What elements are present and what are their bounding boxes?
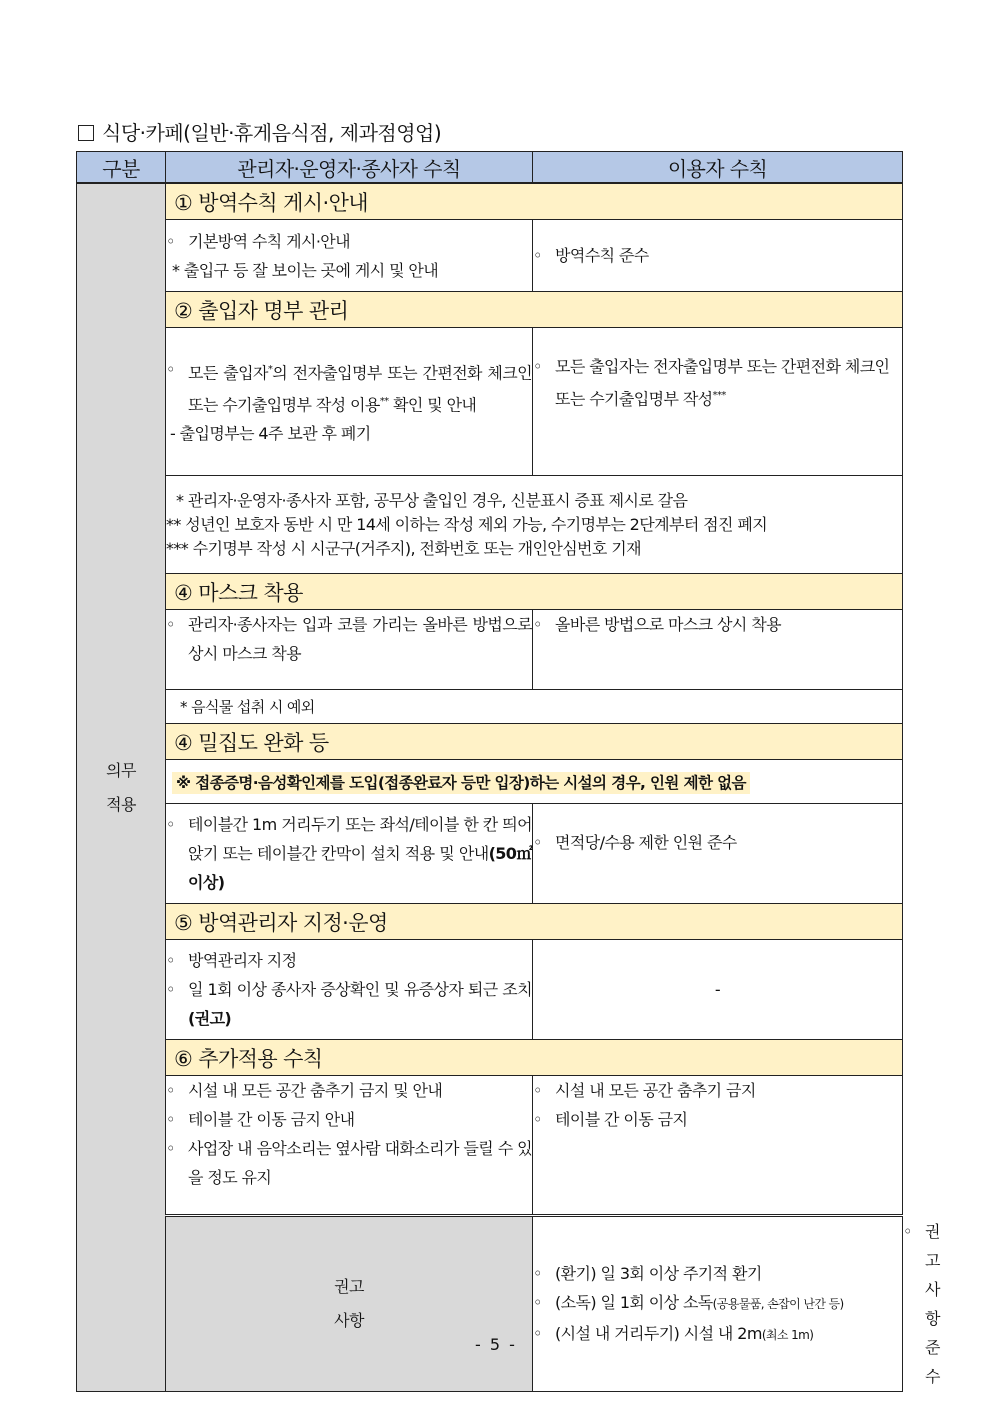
rules-table bbox=[76, 151, 940, 1392]
section-2-notes: * 관리자·운영자·종사자 포함, 공무상 출입인 경우, 신분표시 증표 제시로 갈음 ** 성년인 보호자 동반 시 만 14세 이하는 작성 제외 가능, 수기명부는 2단계부터 점진 폐지 *** 수기명부 작성 시 시군구(거주지), 전화번호 또는 개인안심번호 기재 bbox=[166, 476, 903, 574]
header-operator: 관리자·운영자·종사자 수칙 bbox=[166, 152, 533, 184]
section-5-title-row bbox=[77, 904, 903, 940]
section-2-title-row bbox=[77, 292, 903, 328]
section-4-highlight-row bbox=[77, 760, 903, 804]
recommend-row: 권고 사항 ◦ (환기) 일 3회 이상 주기적 환기 ◦ (소독) 일 1회 이상 소독(공용물품, 손잡이 난간 등) ◦ (시설 내 거리두기) 시설 내 2m(최소 1m) ◦ 권고사항 준수 bbox=[77, 1216, 903, 1392]
section-5-operator: ◦ 방역관리자 지정 ◦ 일 1회 이상 종사자 증상확인 및 유증상자 퇴근 조치(권고) bbox=[166, 940, 533, 1040]
section-3-note: * 음식물 섭취 시 예외 bbox=[166, 690, 903, 724]
table-header-row bbox=[77, 152, 903, 184]
section-3-title: ④ 마스크 착용 bbox=[166, 574, 903, 610]
section-4-user: ◦ 면적당/수용 제한 인원 준수 bbox=[533, 804, 903, 904]
section-6-title: ⑥ 추가적용 수칙 bbox=[166, 1040, 903, 1076]
section-6-operator: ◦ 시설 내 모든 공간 춤추기 금지 및 안내 ◦ 테이블 간 이동 금지 안내 ◦ 사업장 내 음악소리는 옆사람 대화소리가 들릴 수 있을 정도 유지 bbox=[166, 1076, 533, 1216]
category-required: 의무 적용 bbox=[77, 183, 166, 1392]
page-number: - 5 - bbox=[475, 1335, 517, 1354]
section-1-row bbox=[77, 220, 903, 292]
section-2-notes-row bbox=[77, 476, 903, 574]
section-1-title-row bbox=[77, 183, 903, 220]
section-6-row bbox=[77, 1076, 903, 1216]
section-5-title: ⑤ 방역관리자 지정·운영 bbox=[166, 904, 903, 940]
section-2-row bbox=[77, 328, 903, 476]
section-3-note-row bbox=[77, 690, 903, 724]
page-title bbox=[78, 117, 441, 146]
section-2-user: ◦ 모든 출입자는 전자출입명부 또는 간편전화 체크인 또는 수기출입명부 작성*** bbox=[533, 328, 903, 476]
section-2-title: ② 출입자 명부 관리 bbox=[166, 292, 903, 328]
section-1-user: ◦ 방역수칙 준수 bbox=[533, 220, 903, 292]
section-4-row bbox=[77, 804, 903, 904]
section-1-title: ① 방역수칙 게시·안내 bbox=[166, 183, 903, 220]
section-3-row bbox=[77, 610, 903, 690]
recommend-operator: ◦ (환기) 일 3회 이상 주기적 환기 ◦ (소독) 일 1회 이상 소독(공용물품, 손잡이 난간 등) ◦ (시설 내 거리두기) 시설 내 2m(최소 1m) bbox=[533, 1216, 903, 1392]
category-recommend: 권고 사항 bbox=[166, 1216, 533, 1392]
section-5-row bbox=[77, 940, 903, 1040]
section-3-user: ◦ 올바른 방법으로 마스크 상시 착용 bbox=[533, 610, 903, 690]
header-category: 구분 bbox=[77, 152, 166, 184]
section-6-title-row bbox=[77, 1040, 903, 1076]
header-user: 이용자 수칙 bbox=[533, 152, 903, 184]
section-3-operator: ◦ 관리자·종사자는 입과 코를 가리는 올바른 방법으로 상시 마스크 착용 bbox=[166, 610, 533, 690]
section-6-user: ◦ 시설 내 모든 공간 춤추기 금지 ◦ 테이블 간 이동 금지 bbox=[533, 1076, 903, 1216]
section-2-operator: ◦ 모든 출입자*의 전자출입명부 또는 간편전화 체크인 또는 수기출입명부 작성 이용** 확인 및 안내 - 출입명부는 4주 보관 후 폐기 bbox=[166, 328, 533, 476]
section-3-title-row bbox=[77, 574, 903, 610]
checkbox-square-icon bbox=[78, 125, 94, 141]
section-1-operator: ◦ 기본방역 수칙 게시·안내 * 출입구 등 잘 보이는 곳에 게시 및 안내 bbox=[166, 220, 533, 292]
section-5-user: - bbox=[533, 940, 903, 1040]
section-4-operator: ◦ 테이블간 1m 거리두기 또는 좌석/테이블 한 칸 띄어 앉기 또는 테이블간 칸막이 설치 적용 및 안내(50㎡ 이상) bbox=[166, 804, 533, 904]
section-4-title: ④ 밀집도 완화 등 bbox=[166, 724, 903, 760]
section-4-title-row bbox=[77, 724, 903, 760]
page-title-text: 식당·카페(일반·휴게음식점, 제과점영업) bbox=[102, 121, 442, 145]
section-4-highlight: ※ 접종증명·음성확인제를 도입(접종완료자 등만 입장)하는 시설의 경우, 인원 제한 없음 bbox=[172, 772, 750, 794]
section-4-highlight-cell bbox=[166, 760, 903, 804]
